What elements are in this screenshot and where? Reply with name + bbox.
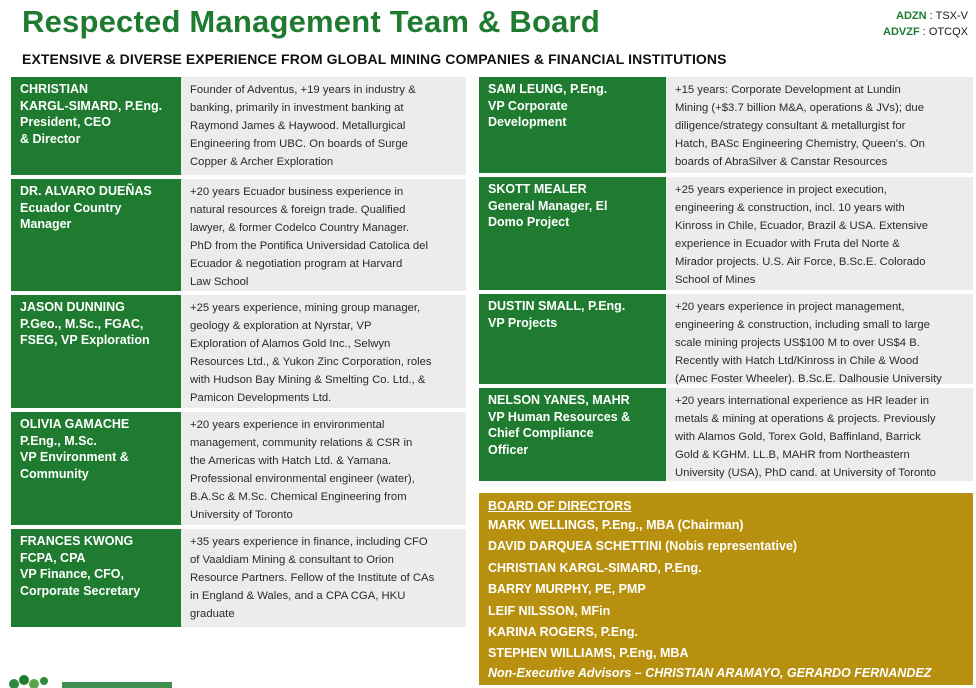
- team-member-name: [11, 412, 181, 525]
- team-member-row: [479, 177, 973, 290]
- team-member-bio-line: geology & exploration at Nyrstar, VP: [190, 320, 372, 332]
- team-member-name-line: Ecuador Country: [20, 200, 122, 215]
- ticker-exchange: OTCQX: [928, 26, 968, 38]
- team-member-name: [11, 179, 181, 291]
- ticker-line: ADVZF : OTCQX: [883, 26, 968, 38]
- team-member-bio-line: University (USA), PhD cand. at University of Toronto: [675, 467, 936, 479]
- team-member-bio-line: Kinross in Chile, Ecuador, Brazil & USA. Extensive: [675, 220, 929, 232]
- team-member-bio-line: Founder of Adventus, +19 years in industry &: [190, 84, 416, 96]
- team-member-row: [11, 529, 466, 627]
- team-member-name-line: P.Geo., M.Sc., FGAC,: [20, 316, 144, 331]
- team-member-name-line: FCPA, CPA: [20, 550, 86, 565]
- team-member-row: [11, 179, 466, 291]
- team-member-bio-line: +20 years experience in environmental: [190, 419, 385, 431]
- team-member-name-line: CHRISTIAN: [20, 82, 89, 96]
- team-member-name: [11, 77, 181, 175]
- team-member-bio-line: the Americas with Hatch Ltd. & Yamana.: [190, 455, 392, 467]
- team-member-name-line: Officer: [488, 442, 529, 457]
- team-member-bio-line: +35 years experience in finance, including CFO: [190, 536, 428, 548]
- page-subtitle: EXTENSIVE & DIVERSE EXPERIENCE FROM GLOBAL MINING COMPANIES & FINANCIAL INSTITUTIONS: [22, 51, 727, 67]
- team-member-bio-line: Recently with Hatch Ltd/Kinross in Chile & Wood: [675, 355, 919, 367]
- team-member-bio-line: Copper & Archer Exploration: [190, 156, 334, 168]
- team-member-bio-line: Mining (+$3.7 billion M&A, operations & JVs); due: [675, 102, 924, 114]
- board-member: LEIF NILSSON, MFin: [488, 603, 611, 618]
- team-member-bio-line: +20 years Ecuador business experience in: [190, 186, 404, 198]
- team-member-bio: [181, 529, 466, 627]
- team-member-bio-line: with Hudson Bay Mining & Smelting Co. Ltd., &: [190, 374, 426, 386]
- team-member-bio: [181, 295, 466, 408]
- team-member-name-line: Manager: [20, 217, 72, 231]
- team-member-name-line: VP Projects: [488, 315, 558, 330]
- team-member-bio: [666, 388, 973, 481]
- team-member-name-line: NELSON YANES, MAHR: [488, 393, 630, 407]
- team-member-bio-line: (Amec Foster Wheeler). B.Sc.E. Dalhousie University: [675, 373, 942, 385]
- team-member-row: [11, 412, 466, 525]
- board-member: DAVID DARQUEA SCHETTINI (Nobis representative): [488, 539, 798, 554]
- team-member-name-line: KARGL-SIMARD, P.Eng.: [20, 98, 163, 113]
- team-member-bio-line: management, community relations & CSR in: [190, 437, 413, 449]
- team-member-bio-line: +20 years experience in project management,: [675, 301, 905, 313]
- team-member-name-line: SAM LEUNG, P.Eng.: [488, 82, 608, 96]
- ticker-block: [883, 8, 968, 40]
- team-member-name-line: FRANCES KWONG: [20, 534, 134, 548]
- team-member-bio-line: metals & mining at operations & projects. Previously: [675, 413, 936, 425]
- board-member: KARINA ROGERS, P.Eng.: [488, 625, 639, 640]
- board-heading: BOARD OF DIRECTORS: [488, 499, 632, 513]
- team-member-bio: [666, 294, 973, 384]
- team-member-bio-line: experience in Ecuador with Fruta del Norte &: [675, 238, 900, 250]
- team-member-bio-line: banking, primarily in investment banking at: [190, 102, 404, 114]
- team-member-bio-line: +20 years international experience as HR leader in: [675, 395, 930, 407]
- team-member-bio-line: Resource Partners. Fellow of the Institute of CAs: [190, 572, 435, 584]
- team-member-bio: [666, 177, 973, 290]
- ticker-line: ADZN : TSX-V: [896, 10, 968, 22]
- board-of-directors-panel: [479, 493, 973, 685]
- team-member-bio-line: Engineering from UBC. On boards of Surge: [190, 138, 408, 150]
- board-member: MARK WELLINGS, P.Eng., MBA (Chairman): [488, 518, 744, 532]
- team-member-bio-line: natural resources & foreign trade. Qualified: [190, 204, 406, 216]
- team-member-bio-line: Resources Ltd., & Yukon Zinc Corporation, roles: [190, 356, 432, 368]
- board-member: STEPHEN WILLIAMS, P.Eng, MBA: [488, 646, 689, 661]
- team-member-name-line: FSEG, VP Exploration: [20, 333, 150, 347]
- team-member-name: [479, 388, 666, 481]
- ticker-symbol: ADVZF: [883, 26, 920, 38]
- team-member-bio-line: with Alamos Gold, Torex Gold, Baffinland, Barrick: [675, 431, 921, 443]
- board-member: CHRISTIAN KARGL-SIMARD, P.Eng.: [488, 560, 702, 575]
- management-column-right: [479, 77, 973, 485]
- team-member-name-line: President, CEO: [20, 115, 111, 129]
- team-member-bio-line: of Vaaldiam Mining & consultant to Orion: [190, 554, 394, 566]
- team-member-bio-line: Ecuador & negotiation program at Harvard: [190, 258, 403, 270]
- team-member-name-line: Domo Project: [488, 215, 570, 229]
- team-member-bio-line: University of Toronto: [190, 509, 293, 521]
- board-member: BARRY MURPHY, PE, PMP: [488, 582, 646, 597]
- team-member-name-line: General Manager, El: [488, 198, 608, 213]
- team-member-name-line: DUSTIN SMALL, P.Eng.: [488, 299, 626, 313]
- team-member-bio-line: Hatch, BASc Engineering Chemistry, Queen's. On: [675, 138, 925, 150]
- ticker-exchange: TSX-V: [935, 10, 968, 22]
- team-member-bio-line: +15 years: Corporate Development at Lundin: [675, 84, 901, 96]
- team-member-name-line: DR. ALVARO DUEÑAS: [20, 184, 152, 198]
- management-column-left: [11, 77, 466, 631]
- team-member-name-line: SKOTT MEALER: [488, 182, 587, 196]
- team-member-bio-line: scale mining projects US$100 M to over US$4 B.: [675, 337, 920, 349]
- team-member-name-line: VP Environment &: [20, 450, 129, 464]
- team-member-row: [11, 295, 466, 408]
- team-member-row: [11, 77, 466, 175]
- page-title: Respected Management Team & Board: [22, 4, 600, 39]
- team-member-bio-line: PhD from the Pontifica Universidad Catolica del: [190, 240, 428, 252]
- team-member-name-line: VP Corporate: [488, 98, 568, 113]
- team-member-name-line: Community: [20, 466, 89, 481]
- team-member-bio-line: Pamicon Developments Ltd.: [190, 392, 332, 404]
- team-member-bio-line: Professional environmental engineer (water),: [190, 473, 415, 485]
- team-member-name-line: VP Finance, CFO,: [20, 567, 124, 581]
- team-member-bio-line: Exploration of Alamos Gold Inc., Selwyn: [190, 338, 391, 350]
- team-member-name-line: VP Human Resources &: [488, 409, 631, 424]
- board-advisors: Non-Executive Advisors – CHRISTIAN ARAMAYO, GERARDO FERNANDEZ: [488, 665, 932, 680]
- team-member-bio-line: Mirador projects. U.S. Air Force, B.Sc.E. Colorado: [675, 256, 926, 268]
- team-member-bio-line: lawyer, & former Codelco Country Manager.: [190, 222, 410, 234]
- team-member-name-line: Corporate Secretary: [20, 583, 141, 598]
- ticker-symbol: ADZN: [896, 10, 927, 22]
- team-member-name-line: Chief Compliance: [488, 426, 594, 440]
- team-member-bio-line: B.A.Sc & M.Sc. Chemical Engineering from: [190, 491, 407, 503]
- team-member-bio: [181, 179, 466, 291]
- team-member-name-line: JASON DUNNING: [20, 300, 125, 314]
- team-member-bio: [666, 77, 973, 173]
- team-member-bio-line: diligence/strategy consultant & metallurgist for: [675, 120, 906, 132]
- team-member-name-line: & Director: [20, 131, 81, 146]
- team-member-bio-line: Gold & KGHM. LL.B, MAHR from Northeastern: [675, 449, 910, 461]
- team-member-bio-line: in England & Wales, and a CPA CGA, HKU: [190, 590, 406, 602]
- team-member-bio-line: School of Mines: [675, 274, 756, 286]
- team-member-bio-line: +25 years experience in project execution,: [675, 184, 887, 196]
- team-member-name: [479, 77, 666, 173]
- team-member-row: [479, 294, 973, 384]
- adventus-leaf-logo-icon: [0, 668, 200, 688]
- team-member-name: [479, 294, 666, 384]
- team-member-bio-line: Law School: [190, 276, 249, 288]
- team-member-row: [479, 388, 973, 481]
- team-member-bio-line: graduate: [190, 608, 235, 620]
- team-member-bio-line: engineering & construction, incl. 10 years with: [675, 202, 905, 214]
- board-member-list: [488, 515, 964, 665]
- team-member-name: [11, 529, 181, 627]
- team-member-bio-line: engineering & construction, including small to large: [675, 319, 930, 331]
- team-member-bio: [181, 77, 466, 175]
- team-member-name-line: P.Eng., M.Sc.: [20, 433, 97, 448]
- team-member-bio-line: boards of AbraSilver & Canstar Resources: [675, 156, 888, 168]
- team-member-name: [11, 295, 181, 408]
- team-member-bio: [181, 412, 466, 525]
- team-member-name-line: Development: [488, 115, 567, 129]
- team-member-name-line: OLIVIA GAMACHE: [20, 417, 130, 431]
- team-member-bio-line: +25 years experience, mining group manager,: [190, 302, 421, 314]
- team-member-row: [479, 77, 973, 173]
- team-member-name: [479, 177, 666, 290]
- team-member-bio-line: Raymond James & Haywood. Metallurgical: [190, 120, 406, 132]
